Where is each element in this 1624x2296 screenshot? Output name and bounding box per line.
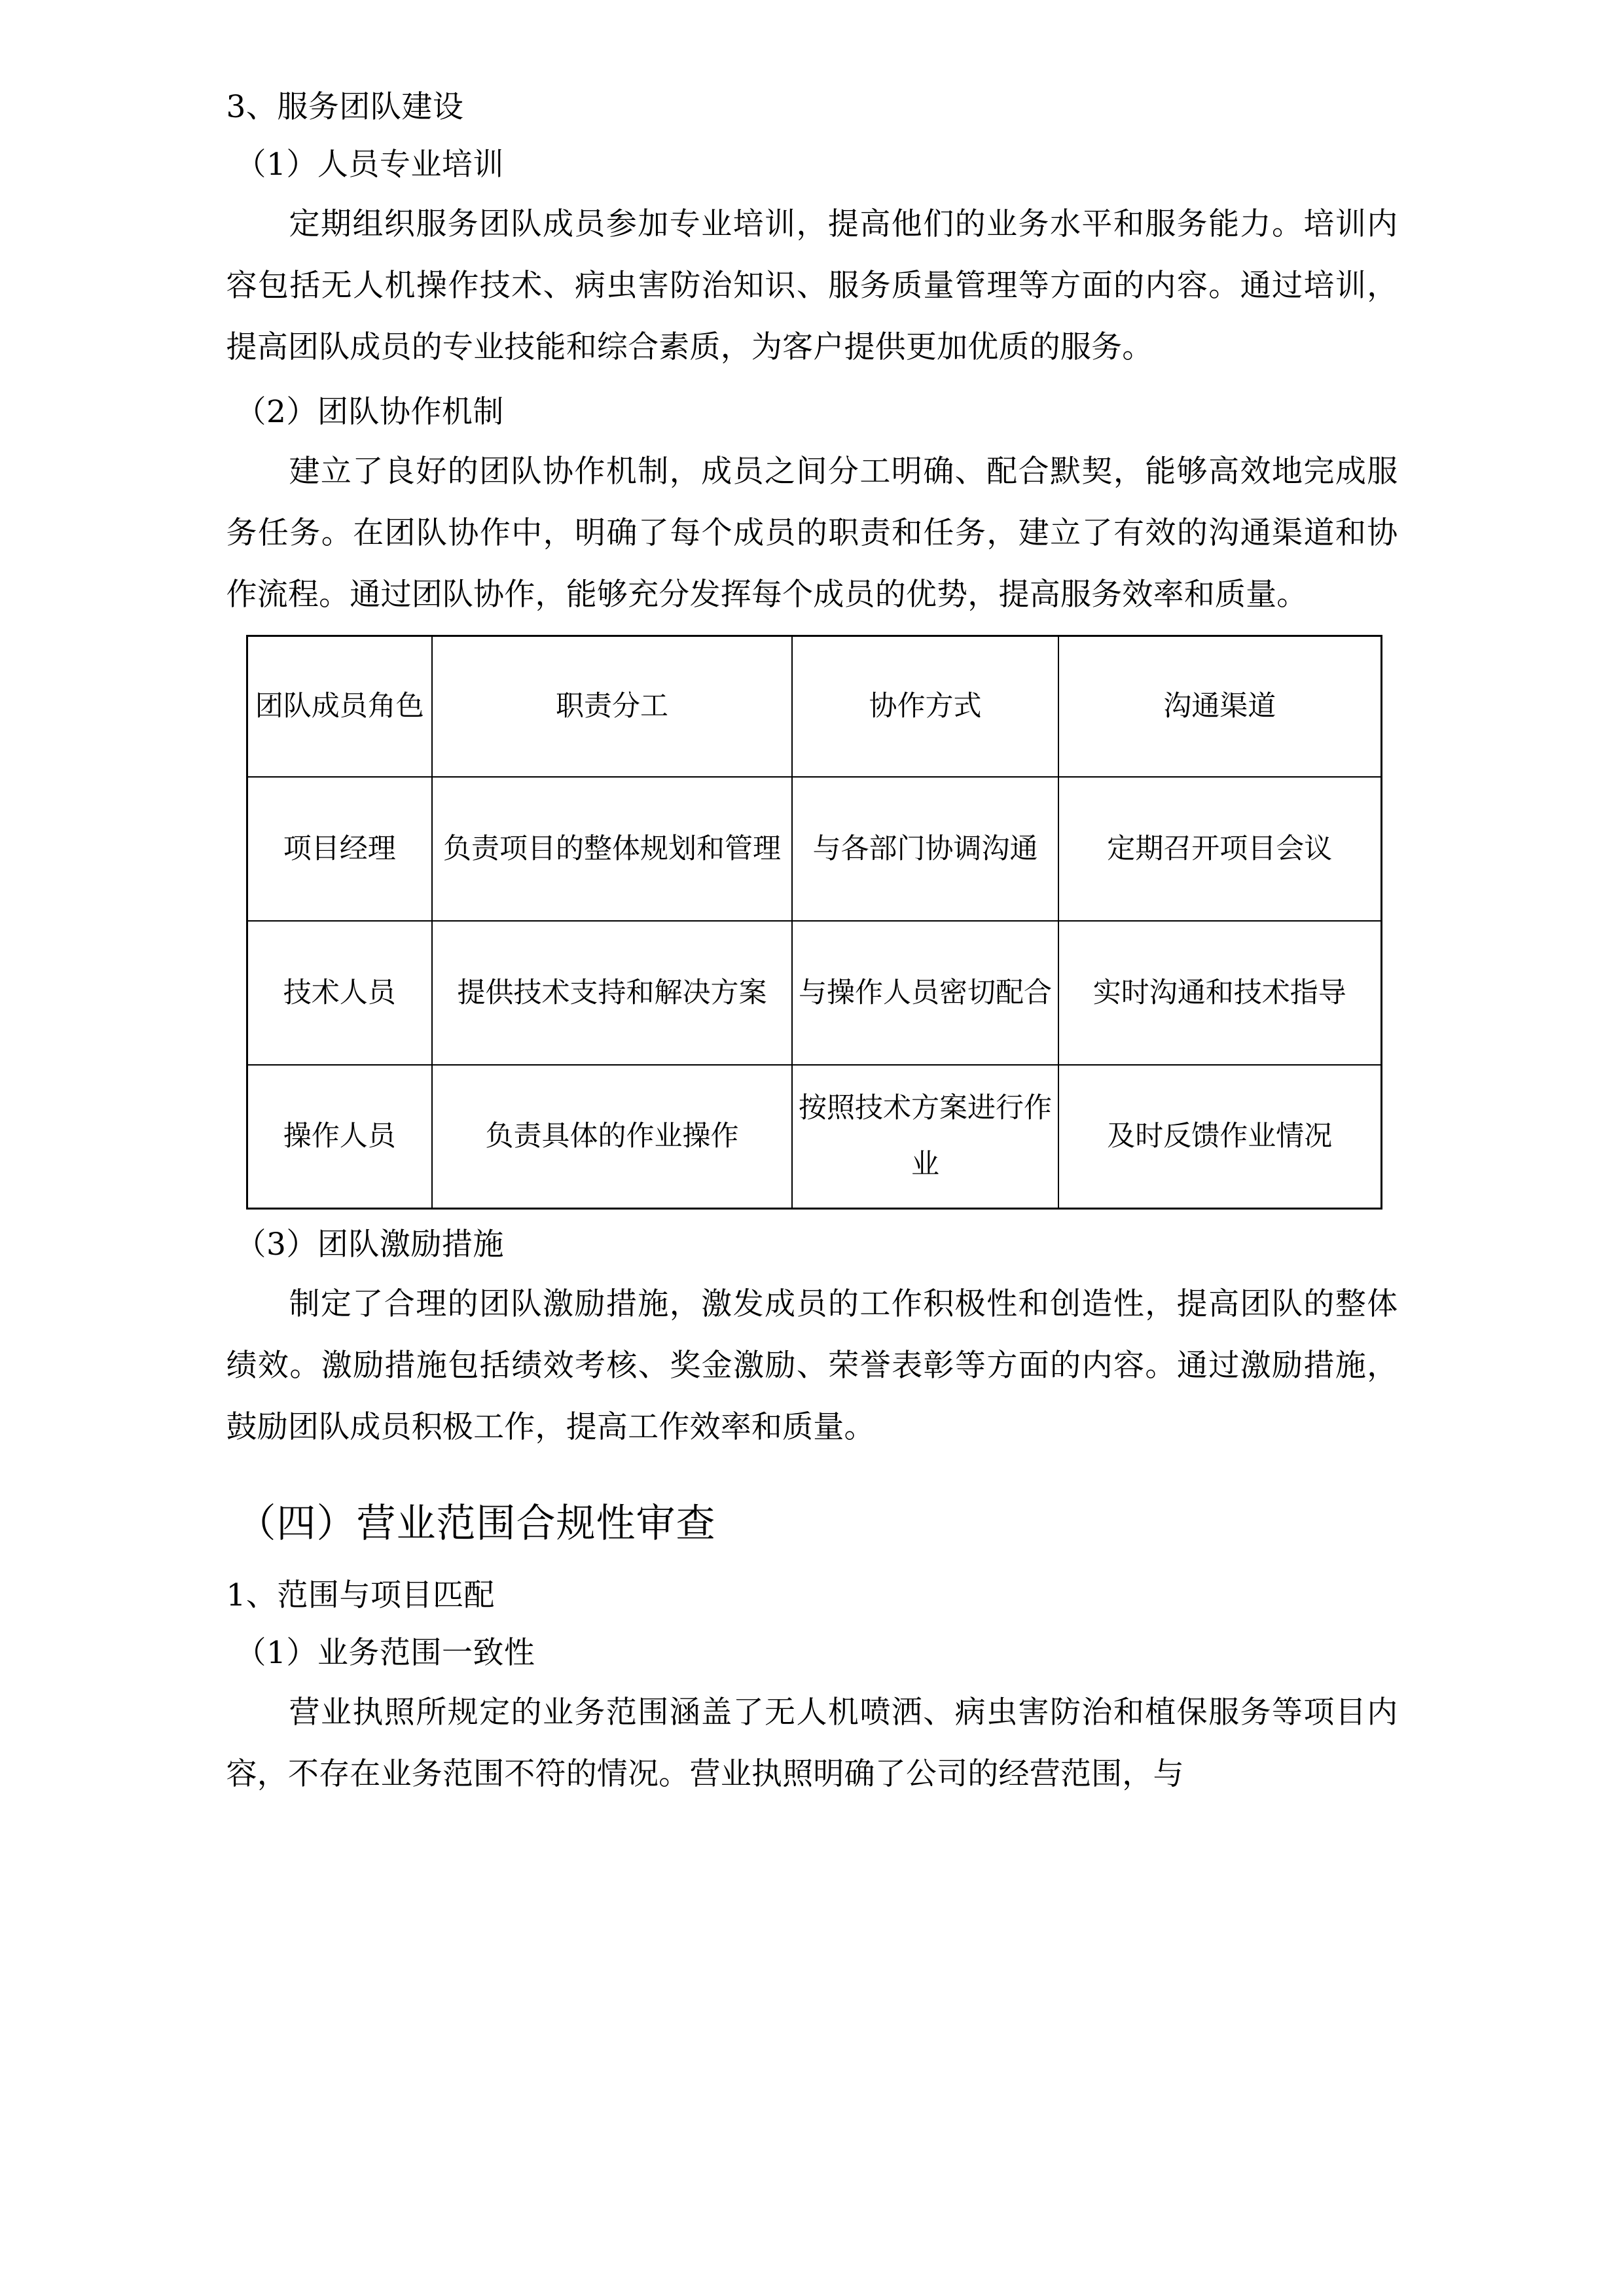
heading-business-scope-consistency: （1）业务范围一致性 bbox=[235, 1635, 535, 1671]
heading-staff-professional-training: （1）人员专业培训 bbox=[235, 147, 504, 183]
table-header-cell-channel: 沟通渠道 bbox=[1058, 636, 1381, 777]
table-row bbox=[247, 1065, 1381, 1209]
table-cell-collaboration: 与各部门协调沟通 bbox=[792, 777, 1058, 921]
table-cell-role: 项目经理 bbox=[247, 777, 432, 921]
table-row bbox=[247, 921, 1381, 1065]
table-header-row bbox=[247, 636, 1381, 777]
document-body bbox=[226, 79, 1398, 1805]
team-roles-table-wrapper bbox=[246, 635, 1398, 1210]
table-cell-channel: 及时反馈作业情况 bbox=[1058, 1065, 1381, 1209]
table-cell-collaboration: 与操作人员密切配合 bbox=[792, 921, 1058, 1065]
table-cell-role: 操作人员 bbox=[247, 1065, 432, 1209]
heading-scope-project-match: 1、范围与项目匹配 bbox=[226, 1577, 495, 1613]
table-cell-collaboration: 按照技术方案进行作业 bbox=[792, 1065, 1058, 1209]
heading-business-scope-compliance-review: （四）营业范围合规性审查 bbox=[236, 1501, 716, 1547]
paragraph-staff-professional-training: 定期组织服务团队成员参加专业培训，提高他们的业务水平和服务能力。培训内容包括无人机操作技术、病虫害防治知识、服务质量管理等方面的内容。通过培训，提高团队成员的专业技能和综合素质，为客户提供更加优质的服务。 bbox=[226, 206, 1398, 365]
table-cell-channel: 实时沟通和技术指导 bbox=[1058, 921, 1381, 1065]
heading-service-team-building: 3、服务团队建设 bbox=[226, 89, 464, 125]
table-header-cell-duty: 职责分工 bbox=[432, 636, 792, 777]
team-roles-table bbox=[246, 635, 1382, 1210]
heading-team-collaboration-mechanism: （2）团队协作机制 bbox=[235, 394, 504, 430]
heading-team-incentive-measures: （3）团队激励措施 bbox=[235, 1227, 504, 1263]
table-header-cell-collaboration: 协作方式 bbox=[792, 636, 1058, 777]
paragraph-team-incentive-measures: 制定了合理的团队激励措施，激发成员的工作积极性和创造性，提高团队的整体绩效。激励措施包括绩效考核、奖金激励、荣誉表彰等方面的内容。通过激励措施，鼓励团队成员积极工作，提高工作效率和质量。 bbox=[226, 1286, 1398, 1445]
paragraph-team-collaboration-mechanism: 建立了良好的团队协作机制，成员之间分工明确、配合默契，能够高效地完成服务任务。在团队协作中，明确了每个成员的职责和任务，建立了有效的沟通渠道和协作流程。通过团队协作，能够充分发挥每个成员的优势，提高服务效率和质量。 bbox=[226, 454, 1398, 613]
table-cell-channel: 定期召开项目会议 bbox=[1058, 777, 1381, 921]
table-cell-duty: 提供技术支持和解决方案 bbox=[432, 921, 792, 1065]
table-header-cell-role: 团队成员角色 bbox=[247, 636, 432, 777]
table-cell-duty: 负责项目的整体规划和管理 bbox=[432, 777, 792, 921]
table-row bbox=[247, 777, 1381, 921]
table-cell-duty: 负责具体的作业操作 bbox=[432, 1065, 792, 1209]
paragraph-business-scope-consistency: 营业执照所规定的业务范围涵盖了无人机喷洒、病虫害防治和植保服务等项目内容，不存在业务范围不符的情况。营业执照明确了公司的经营范围，与 bbox=[226, 1695, 1398, 1792]
spacer bbox=[226, 378, 1398, 384]
table-cell-role: 技术人员 bbox=[247, 921, 432, 1065]
